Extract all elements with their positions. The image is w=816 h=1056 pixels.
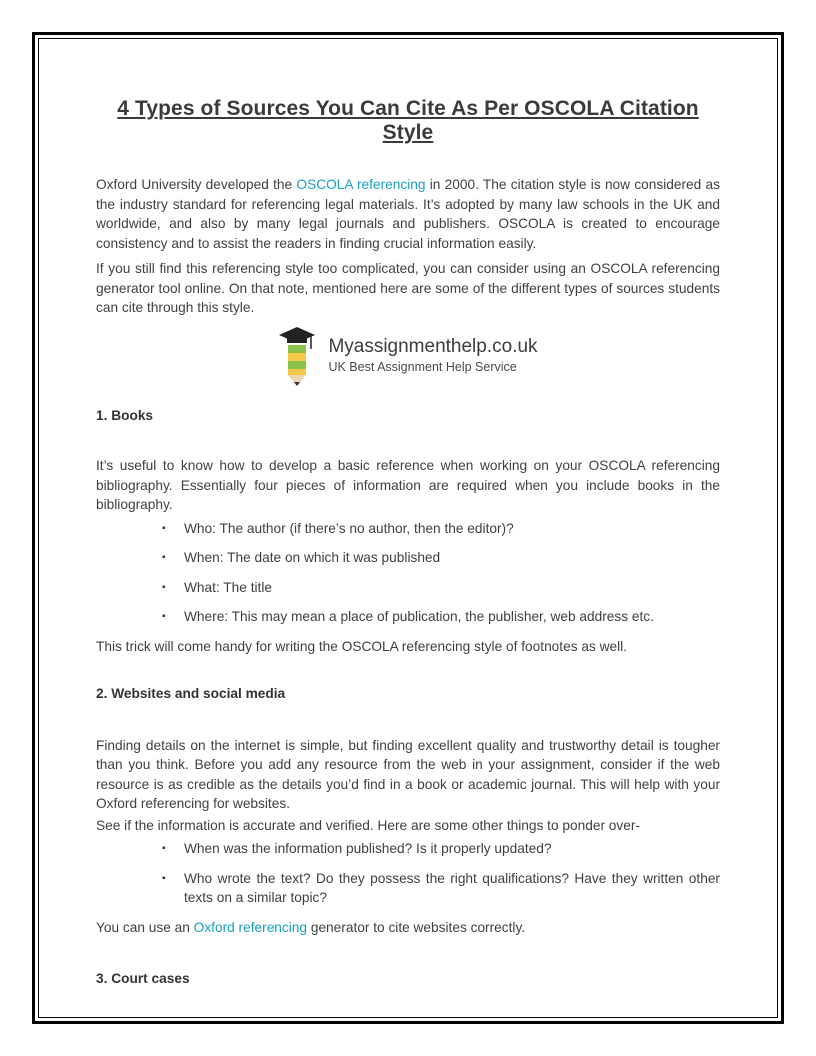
page-title: 4 Types of Sources You Can Cite As Per OSCOLA Citation Style [117,97,699,144]
brand-logo [96,324,720,388]
intro-paragraph-2: If you still find this referencing style too complicated, you can consider using an OSCOLA referencing generator tool online. On that note, mentioned here are some of the different types of sources students can cite through this style. [96,261,720,315]
list-item: ▪ Where: This may mean a place of publication, the publisher, web address etc. [162,607,720,627]
list-item: ▪ When was the information published? Is it properly updated? [162,839,720,859]
list-item: ▪ Who: The author (if there’s no author, then the editor)? [162,519,720,539]
intro-paragraph-1: Oxford University developed the OSCOLA referencing in 2000. The citation style is now considered as the industry standard for referencing legal materials. It’s adopted by many law schools in the UK and worldwide, and also by many legal journals and publishers. OSCOLA is created to encourage consistency and to assist the readers in finding crucial information easily. [96,177,720,251]
websites-lead: See if the information is accurate and verified. Here are some other things to ponder over- [96,817,640,833]
list-item: ▪ When: The date on which it was published [162,548,720,568]
logo-name: Myassignmenthelp.co.uk [328,335,538,357]
section-heading-books: 1. Books [96,407,154,423]
section-heading-websites: 2. Websites and social media [96,686,286,701]
websites-paragraph: Finding details on the internet is simple, but finding excellent quality and trustworthy detail is tougher than you think. Before you add any resource from the web in your assignment, consider if the web resource is as credible as the details you’d find in a book or academic journal. This will help with your Oxford referencing for websites. [96,737,720,811]
logo-tagline: UK Best Assignment Help Service [328,359,517,374]
document-body [96,97,720,989]
bullet-icon: ▪ [162,552,166,563]
list-item: ▪ What: The title [162,578,720,598]
websites-bullet-list [96,839,720,908]
oscola-referencing-link[interactable]: OSCOLA referencing [296,177,426,192]
books-bullet-list [96,519,720,627]
books-closing: This trick will come handy for writing the OSCOLA referencing style of footnotes as well. [96,638,627,654]
bullet-icon: ▪ [162,872,166,884]
bullet-icon: ▪ [162,611,166,622]
books-paragraph: It’s useful to know how to develop a basic reference when working on your OSCOLA referencing bibliography. Essentially four pieces of information are required when you include books in the bibliography. [96,458,720,512]
bullet-icon: ▪ [162,581,166,593]
section-heading-court-cases: 3. Court cases [96,971,190,986]
oxford-referencing-link[interactable]: Oxford referencing [193,919,308,935]
list-item: ▪ Who wrote the text? Do they possess the right qualifications? Have they written other texts on a similar topic? [162,870,720,905]
graduation-pencil-icon [278,325,316,387]
bullet-icon: ▪ [162,522,166,534]
bullet-icon: ▪ [162,843,166,854]
websites-closing: You can use an Oxford referencing generator to cite websites correctly. [96,919,526,935]
